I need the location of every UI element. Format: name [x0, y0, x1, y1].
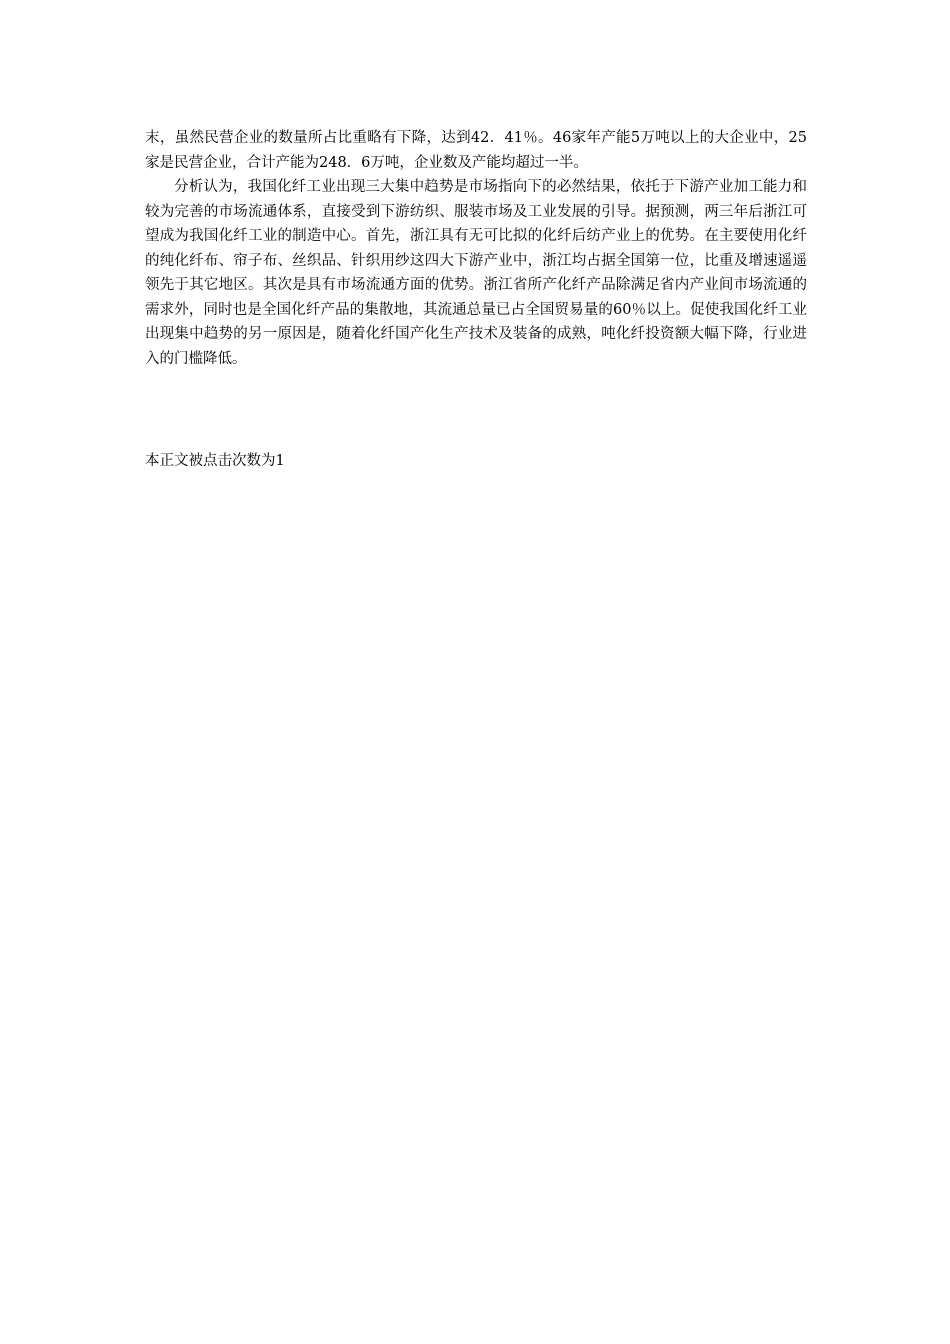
click-count-text: 本正文被点击次数为1: [145, 453, 285, 469]
paragraph-continued: 末，虽然民营企业的数量所占比重略有下降，达到42．41％。46家年产能5万吨以上的大企业中，25家是民营企业，合计产能为248．6万吨，企业数及产能均超过一半。: [145, 130, 807, 171]
paragraph-analysis: 分析认为，我国化纤工业出现三大集中趋势是市场指向下的必然结果，依托于下游产业加工能力和较为完善的市场流通体系，直接受到下游纺织、服装市场及工业发展的引导。据预测，两三年后浙江可望成为我国化纤工业的制造中心。首先，浙江具有无可比拟的化纤后纺产业上的优势。在主要使用化纤的纯化纤布、帘子布、丝织品、针织用纱这四大下游产业中，浙江均占据全国第一位，比重及增速遥遥领先于其它地区。其次是具有市场流通方面的优势。浙江省所产化纤产品除满足省内产业间市场流通的需求外，同时也是全国化纤产品的集散地，其流通总量已占全国贸易量的60％以上。促使我国化纤工业出现集中趋势的另一原因是，随着化纤国产化生产技术及装备的成熟，吨化纤投资额大幅下降，行业进入的门槛降低。: [145, 179, 807, 367]
article-body: [145, 126, 807, 371]
